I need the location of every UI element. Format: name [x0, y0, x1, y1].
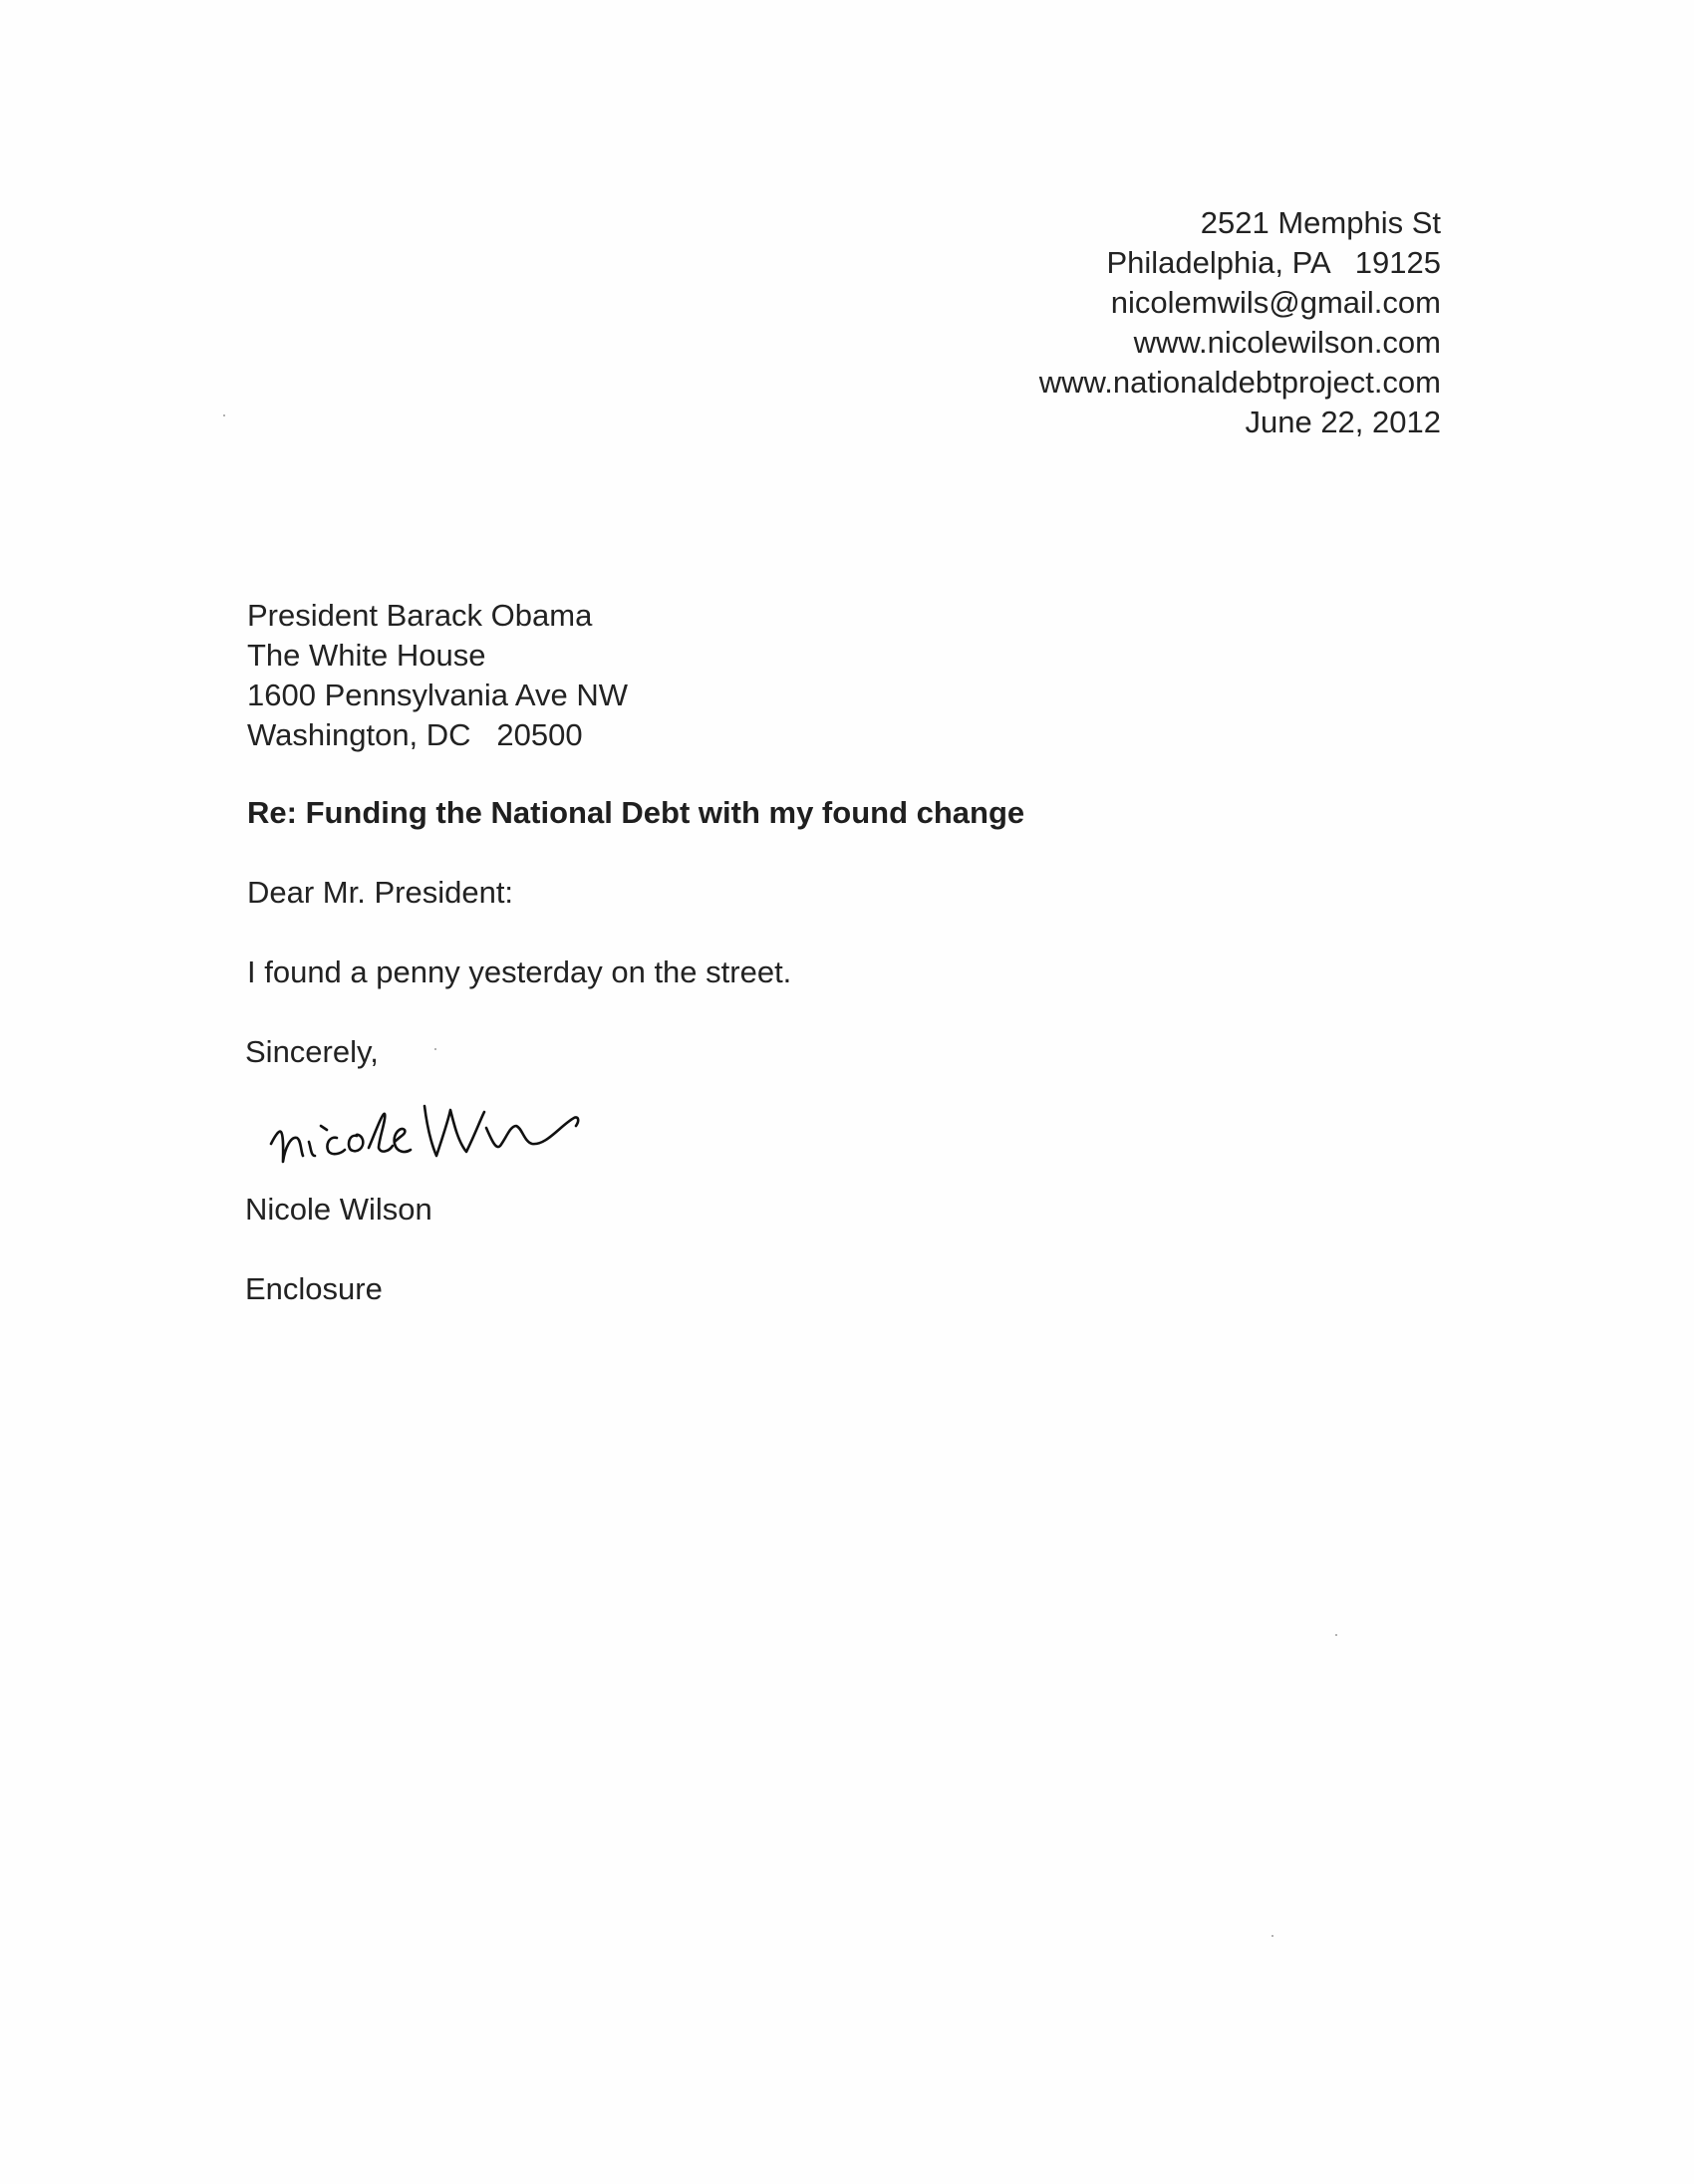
closing: Sincerely, — [245, 1034, 379, 1069]
sender-website-project: www.nationaldebtproject.com — [1038, 365, 1441, 400]
sender-email: nicolemwils@gmail.com — [1110, 285, 1441, 320]
enclosure-note: Enclosure — [245, 1271, 383, 1306]
salutation: Dear Mr. President: — [247, 875, 514, 910]
recipient-organization: The White House — [247, 638, 486, 673]
recipient-address-block — [247, 596, 628, 755]
scan-speck — [223, 414, 225, 416]
recipient-city-state-zip: Washington, DC 20500 — [247, 717, 583, 752]
sender-city-state-zip: Philadelphia, PA 19125 — [1106, 245, 1441, 280]
recipient-name: President Barack Obama — [247, 598, 593, 633]
letter-date: June 22, 2012 — [1245, 405, 1441, 439]
scan-speck — [434, 1048, 436, 1050]
sender-street: 2521 Memphis St — [1200, 205, 1441, 240]
sender-address-block — [1039, 203, 1441, 442]
letter-body: I found a penny yesterday on the street. — [247, 955, 792, 989]
signer-name: Nicole Wilson — [245, 1192, 432, 1227]
scan-speck — [1271, 1935, 1273, 1937]
recipient-street: 1600 Pennsylvania Ave NW — [247, 678, 628, 712]
handwritten-signature — [261, 1076, 640, 1186]
subject-line: Re: Funding the National Debt with my found change — [247, 795, 1025, 830]
scan-speck — [1335, 1634, 1337, 1636]
sender-website-personal: www.nicolewilson.com — [1133, 325, 1441, 360]
